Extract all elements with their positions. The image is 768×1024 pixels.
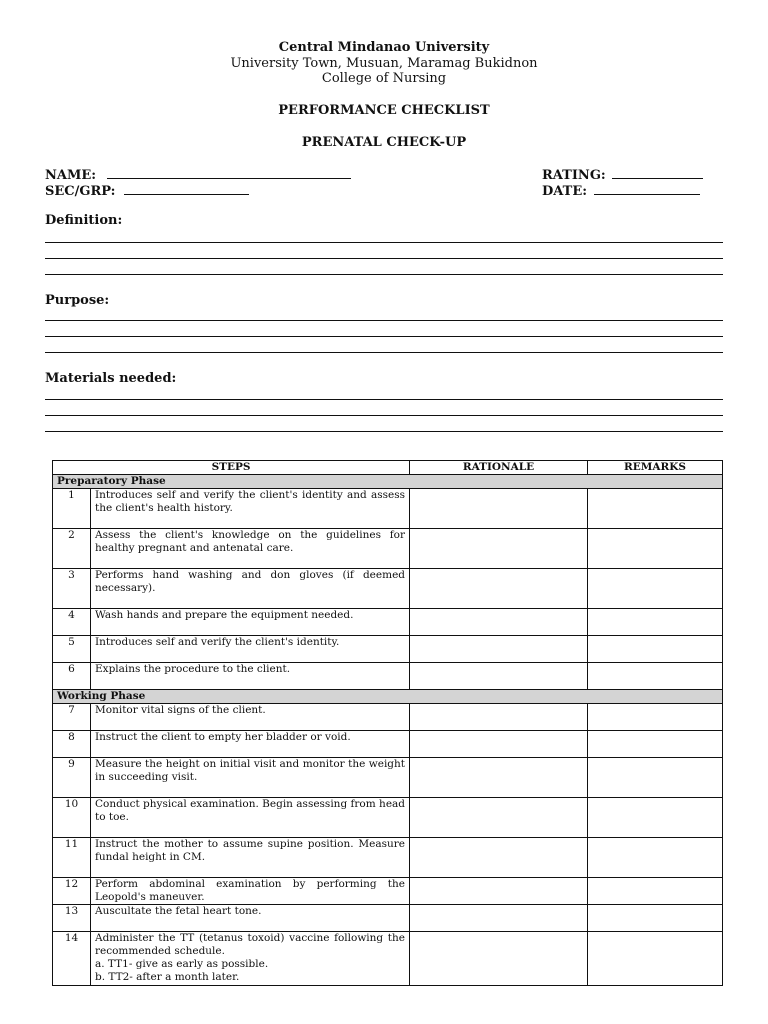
step-number: 10 [53, 798, 91, 838]
definition-line[interactable] [45, 258, 723, 259]
table-row [53, 663, 723, 690]
rationale-cell[interactable] [410, 663, 588, 690]
step-text: Wash hands and prepare the equipment needed. [91, 609, 410, 636]
step-text: Introduces self and verify the client's identity. [91, 636, 410, 663]
step-number: 4 [53, 609, 91, 636]
step-text: Administer the TT (tetanus toxoid) vaccine following the recommended schedule. a. TT1- give as early as possible. b. TT2- after a month later. [91, 932, 410, 986]
step-text: Instruct the client to empty her bladder or void. [91, 731, 410, 758]
step-number: 7 [53, 704, 91, 731]
college-name: College of Nursing [321, 71, 447, 86]
rating-field[interactable] [542, 166, 703, 183]
sec-grp-blank[interactable] [124, 182, 249, 195]
sec-grp-field[interactable] [45, 182, 249, 199]
step-text: Assess the client's knowledge on the guidelines for healthy pregnant and antenatal care. [91, 529, 410, 569]
remarks-cell[interactable] [588, 609, 723, 636]
remarks-header: REMARKS [588, 461, 723, 475]
remarks-cell[interactable] [588, 838, 723, 878]
step-number: 14 [53, 932, 91, 986]
remarks-cell[interactable] [588, 758, 723, 798]
document-subtitle: PRENATAL CHECK-UP [301, 135, 467, 150]
table-row [53, 636, 723, 663]
step-number: 9 [53, 758, 91, 798]
table-row [53, 878, 723, 905]
date-field[interactable] [542, 182, 700, 199]
remarks-cell[interactable] [588, 489, 723, 529]
rationale-cell[interactable] [410, 731, 588, 758]
materials-heading: Materials needed: [45, 371, 177, 386]
purpose-line[interactable] [45, 352, 723, 353]
step-number: 3 [53, 569, 91, 609]
step-text: Introduces self and verify the client's identity and assess the client's health history. [91, 489, 410, 529]
table-row [53, 609, 723, 636]
rationale-cell[interactable] [410, 569, 588, 609]
rationale-cell[interactable] [410, 609, 588, 636]
table-row [53, 569, 723, 609]
purpose-heading: Purpose: [45, 293, 110, 308]
step-text: Auscultate the fetal heart tone. [91, 905, 410, 932]
rating-blank[interactable] [612, 166, 703, 179]
table-header-row [53, 461, 723, 475]
remarks-cell[interactable] [588, 731, 723, 758]
university-address: University Town, Musuan, Maramag Bukidnon [230, 56, 538, 71]
step-number: 6 [53, 663, 91, 690]
step-text: Performs hand washing and don gloves (if deemed necessary). [91, 569, 410, 609]
phase-label: Preparatory Phase [53, 475, 723, 489]
rationale-cell[interactable] [410, 878, 588, 905]
step-number: 12 [53, 878, 91, 905]
steps-header: STEPS [53, 461, 410, 475]
definition-line[interactable] [45, 274, 723, 275]
checklist-table [52, 460, 723, 986]
step-text: Perform abdominal examination by performing the Leopold's maneuver. [91, 878, 410, 905]
university-name: Central Mindanao University [278, 40, 490, 55]
step-text: Instruct the mother to assume supine position. Measure fundal height in CM. [91, 838, 410, 878]
step-text: Conduct physical examination. Begin assessing from head to toe. [91, 798, 410, 838]
definition-line[interactable] [45, 242, 723, 243]
step-text: Measure the height on initial visit and monitor the weight in succeeding visit. [91, 758, 410, 798]
rationale-cell[interactable] [410, 636, 588, 663]
materials-line[interactable] [45, 415, 723, 416]
step-number: 5 [53, 636, 91, 663]
date-label: DATE: [542, 184, 588, 199]
materials-line[interactable] [45, 431, 723, 432]
definition-heading: Definition: [45, 213, 123, 228]
rationale-cell[interactable] [410, 838, 588, 878]
step-number: 1 [53, 489, 91, 529]
remarks-cell[interactable] [588, 529, 723, 569]
rating-label: RATING: [542, 168, 606, 183]
rationale-cell[interactable] [410, 704, 588, 731]
sec-grp-label: SEC/GRP: [45, 184, 116, 199]
table-row [53, 489, 723, 529]
step-number: 11 [53, 838, 91, 878]
table-row [53, 731, 723, 758]
table-row [53, 798, 723, 838]
rationale-cell[interactable] [410, 758, 588, 798]
remarks-cell[interactable] [588, 636, 723, 663]
rationale-cell[interactable] [410, 905, 588, 932]
remarks-cell[interactable] [588, 704, 723, 731]
table-row [53, 758, 723, 798]
step-number: 13 [53, 905, 91, 932]
table-row [53, 905, 723, 932]
purpose-line[interactable] [45, 320, 723, 321]
document-title: PERFORMANCE CHECKLIST [278, 103, 490, 118]
phase-row [53, 690, 723, 704]
table-row [53, 529, 723, 569]
table-row [53, 932, 723, 986]
phase-label: Working Phase [53, 690, 723, 704]
step-text: Monitor vital signs of the client. [91, 704, 410, 731]
rationale-cell[interactable] [410, 529, 588, 569]
materials-line[interactable] [45, 399, 723, 400]
rationale-cell[interactable] [410, 489, 588, 529]
phase-row [53, 475, 723, 489]
table-row [53, 838, 723, 878]
table-row [53, 704, 723, 731]
step-number: 2 [53, 529, 91, 569]
step-number: 8 [53, 731, 91, 758]
remarks-cell[interactable] [588, 932, 723, 986]
remarks-cell[interactable] [588, 905, 723, 932]
name-blank[interactable] [107, 166, 351, 179]
purpose-line[interactable] [45, 336, 723, 337]
remarks-cell[interactable] [588, 878, 723, 905]
rationale-cell[interactable] [410, 932, 588, 986]
remarks-cell[interactable] [588, 798, 723, 838]
name-field[interactable] [45, 166, 351, 183]
name-label: NAME: [45, 168, 97, 183]
rationale-header: RATIONALE [410, 461, 588, 475]
rationale-cell[interactable] [410, 798, 588, 838]
remarks-cell[interactable] [588, 663, 723, 690]
step-text: Explains the procedure to the client. [91, 663, 410, 690]
remarks-cell[interactable] [588, 569, 723, 609]
date-blank[interactable] [594, 182, 700, 195]
